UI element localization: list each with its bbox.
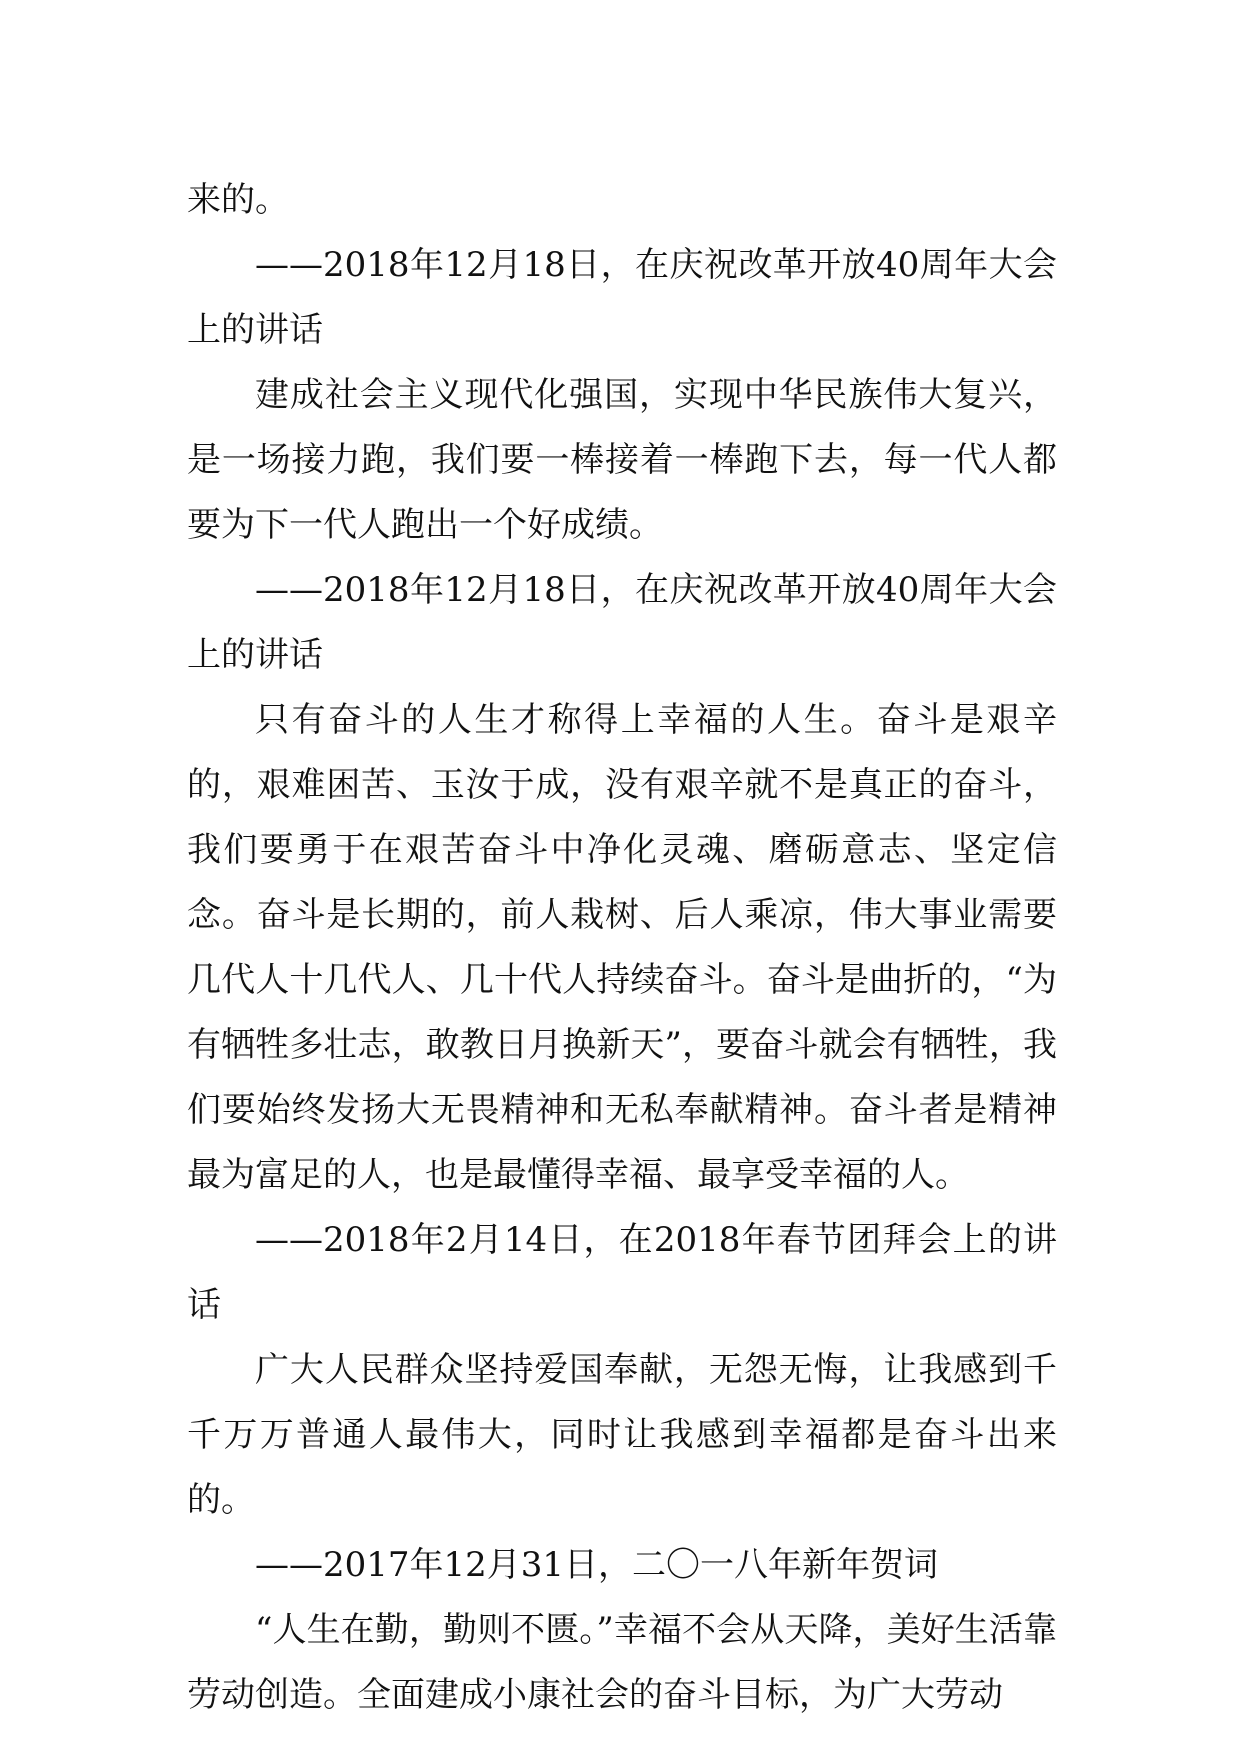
source-citation: ——2017年12月31日，二〇一八年新年贺词 (255, 1545, 939, 1585)
paragraph-continuation: 来的。 (187, 180, 289, 220)
document-body (187, 168, 1057, 1728)
source-citation: ——2018年12月18日，在庆祝改革开放40周年大会上的讲话 (187, 570, 1057, 675)
paragraph: “人生在勤，勤则不匮。”幸福不会从天降，美好生活靠劳动创造。全面建成小康社会的奋斗目标，为广大劳动 (187, 1610, 1057, 1715)
paragraph: 只有奋斗的人生才称得上幸福的人生。奋斗是艰辛的，艰难困苦、玉汝于成，没有艰辛就不是真正的奋斗，我们要勇于在艰苦奋斗中净化灵魂、磨砺意志、坚定信念。奋斗是长期的，前人栽树、后人乘凉，伟大事业需要几代人十几代人、几十代人持续奋斗。奋斗是曲折的，“为有牺牲多壮志，敢教日月换新天”，要奋斗就会有牺牲，我们要始终发扬大无畏精神和无私奉献精神。奋斗者是精神最为富足的人，也是最懂得幸福、最享受幸福的人。 (187, 700, 1057, 1195)
paragraph: 建成社会主义现代化强国，实现中华民族伟大复兴，是一场接力跑，我们要一棒接着一棒跑下去，每一代人都要为下一代人跑出一个好成绩。 (187, 375, 1057, 545)
source-citation: ——2018年12月18日，在庆祝改革开放40周年大会上的讲话 (187, 245, 1057, 350)
paragraph: 广大人民群众坚持爱国奉献，无怨无悔，让我感到千千万万普通人最伟大，同时让我感到幸福都是奋斗出来的。 (187, 1350, 1057, 1520)
source-citation: ——2018年2月14日，在2018年春节团拜会上的讲话 (187, 1220, 1057, 1325)
